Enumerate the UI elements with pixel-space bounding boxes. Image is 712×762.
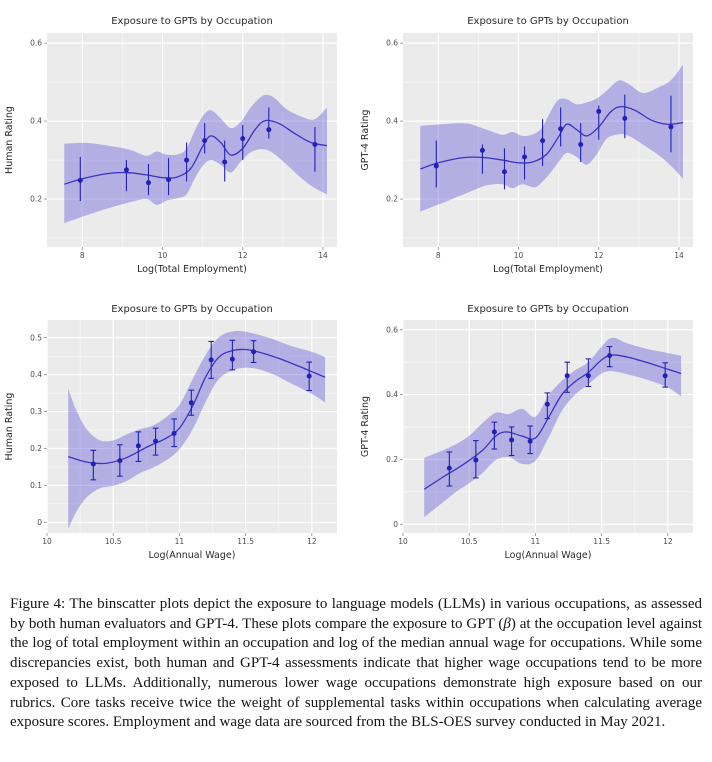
svg-text:8: 8 bbox=[79, 251, 85, 260]
chart-title: Exposure to GPTs by Occupation bbox=[467, 16, 629, 27]
x-axis-label: Log(Total Employment) bbox=[137, 264, 247, 275]
x-axis-label: Log(Annual Wage) bbox=[504, 550, 592, 561]
svg-text:0.4: 0.4 bbox=[30, 370, 42, 380]
x-tick-labels bbox=[80, 251, 328, 260]
svg-text:0: 0 bbox=[37, 517, 42, 527]
svg-text:10: 10 bbox=[398, 537, 408, 546]
y-tick-labels bbox=[386, 39, 398, 204]
svg-text:0.4: 0.4 bbox=[30, 116, 42, 126]
svg-text:0.2: 0.2 bbox=[30, 444, 42, 454]
svg-text:12: 12 bbox=[237, 251, 248, 260]
svg-text:0.3: 0.3 bbox=[30, 407, 42, 417]
svg-text:10.5: 10.5 bbox=[104, 537, 122, 546]
svg-text:0.5: 0.5 bbox=[30, 333, 42, 343]
svg-text:0.2: 0.2 bbox=[30, 194, 42, 204]
x-tick-labels bbox=[398, 537, 673, 546]
svg-text:0: 0 bbox=[393, 519, 398, 529]
svg-text:10: 10 bbox=[42, 537, 52, 546]
svg-text:11.5: 11.5 bbox=[237, 537, 254, 546]
y-tick-labels bbox=[386, 325, 398, 529]
y-tick-labels bbox=[30, 333, 42, 527]
y-axis-label: GPT-4 Rating bbox=[360, 395, 371, 458]
x-axis-label: Log(Total Employment) bbox=[493, 264, 603, 275]
svg-text:0.1: 0.1 bbox=[30, 480, 42, 490]
svg-text:10: 10 bbox=[157, 251, 168, 260]
svg-text:0.2: 0.2 bbox=[386, 455, 398, 465]
svg-text:0.4: 0.4 bbox=[386, 116, 398, 126]
svg-text:10: 10 bbox=[513, 251, 524, 260]
chart-title: Exposure to GPTs by Occupation bbox=[111, 16, 273, 27]
y-axis-label: Human Rating bbox=[4, 392, 15, 461]
figure-caption bbox=[10, 595, 702, 733]
plot-human-rating-vs-log-annual-wage bbox=[0, 293, 356, 565]
svg-text:0.2: 0.2 bbox=[386, 194, 398, 204]
svg-text:11: 11 bbox=[530, 537, 541, 546]
x-tick-labels bbox=[436, 251, 684, 260]
y-axis-label: Human Rating bbox=[4, 106, 15, 174]
y-tick-labels bbox=[30, 39, 42, 204]
svg-text:0.6: 0.6 bbox=[386, 38, 398, 48]
svg-text:8: 8 bbox=[435, 251, 441, 260]
y-axis-label: GPT-4 Rating bbox=[360, 109, 371, 171]
svg-text:12: 12 bbox=[307, 537, 317, 546]
svg-text:14: 14 bbox=[318, 251, 328, 260]
svg-text:0.4: 0.4 bbox=[386, 390, 398, 400]
svg-text:12: 12 bbox=[593, 251, 604, 260]
svg-text:10.5: 10.5 bbox=[460, 537, 478, 546]
chart-title: Exposure to GPTs by Occupation bbox=[467, 304, 629, 315]
svg-text:14: 14 bbox=[674, 251, 684, 260]
x-tick-labels bbox=[42, 537, 317, 546]
plot-gpt4-rating-vs-log-annual-wage bbox=[356, 293, 712, 565]
plot-human-rating-vs-log-total-employment bbox=[0, 0, 356, 293]
x-axis-label: Log(Annual Wage) bbox=[148, 550, 236, 561]
svg-text:11.5: 11.5 bbox=[593, 537, 610, 546]
svg-text:0.6: 0.6 bbox=[30, 38, 42, 48]
caption-text: Figure 4: The binscatter plots depict the exposure to language models (LLMs) in various occupations, as assessed by both human evaluators and GPT-4. These plots compare the exposure to GPT ( bbox=[10, 596, 702, 632]
svg-text:0.6: 0.6 bbox=[386, 325, 398, 335]
svg-text:12: 12 bbox=[663, 537, 673, 546]
chart-title: Exposure to GPTs by Occupation bbox=[111, 304, 273, 315]
caption-beta-symbol: β bbox=[503, 615, 511, 632]
svg-text:11: 11 bbox=[174, 537, 185, 546]
caption-text: ) at the occupation level against the log of total employment within an occupation and log of the median annual wage for occupations. While some discrepancies exist, both human and GPT-4 assessments indicate that higher wage occupations tend to be more exposed to LLMs. Additionally, numerous lower wage occupations demonstrate high exposure based on our rubrics. Core tasks receive twice the weight of supplemental tasks within occupations when calculating average exposure scores. Employment and wage data are sourced from the BLS-OES survey conducted in May 2021. bbox=[10, 615, 702, 731]
plot-gpt4-rating-vs-log-total-employment bbox=[356, 0, 712, 293]
